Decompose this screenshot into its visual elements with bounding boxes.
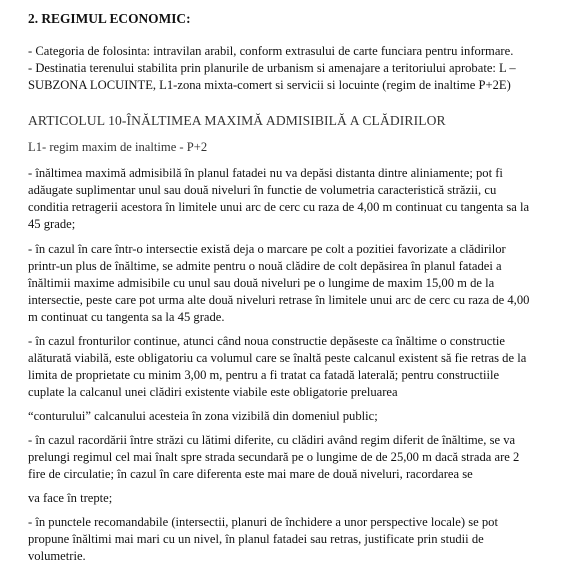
paragraph-line: - în punctele recomandabile (intersectii, planuri de închidere a unor perspective locale) se pot bbox=[28, 515, 498, 529]
paragraph-line: printr-un plus de înăltime, se admite pentru o nouă clădire de colt depăsirea în planul fatadei a bbox=[28, 259, 502, 273]
paragraph-line: va face în trepte; bbox=[28, 491, 113, 505]
paragraph-line: propune înăltimi mai mari cu un nivel, în planul fatadei sau retras, justificate prin studii de bbox=[28, 532, 484, 546]
paragraph-line: fire de circulatie; în cazul în care diferenta este mai mare de două niveluri, racordarea se bbox=[28, 467, 473, 481]
paragraph-line: “conturului” calcanului acesteia în zona vizibilă din domeniul public; bbox=[28, 409, 378, 423]
paragraph-line: volumetrie. bbox=[28, 549, 86, 563]
paragraph-line: alăturată viabilă, este obligatoriu ca volumul care se înaltă peste calcanul existent să fie retras de la bbox=[28, 351, 527, 365]
bullet-destination-cont: SUBZONA LOCUINTE, L1-zona mixta-comert si servicii si locuinte (regim de inaltime P+2E) bbox=[28, 78, 511, 92]
paragraph-line: înăltimii maxime admisibile cu unul sau două niveluri pe o lungime de maxim 15,00 m de la bbox=[28, 276, 495, 290]
bullet-land-use: - Categoria de folosinta: intravilan arabil, conform extrasului de carte funciara pentru informare. bbox=[28, 44, 514, 58]
paragraph-line: prelungi regimul cel mai înalt spre strada secundară pe o lungime de de 25,00 m dacă strada are 2 bbox=[28, 450, 520, 464]
paragraph-line: 45 grade; bbox=[28, 217, 76, 231]
paragraph-line: adăugate suplimentar unul sau două niveluri în functie de volumetria caracteristică străzii, cu bbox=[28, 183, 497, 197]
paragraph-line: intersectie, peste care pot urma alte două niveluri retrase în limitele unui arc de cerc cu raza de 4,00 bbox=[28, 293, 530, 307]
paragraph-line: m continuat cu tangenta sa la 45 grade. bbox=[28, 310, 225, 324]
paragraph-line: - înăltimea maximă admisibilă în planul fatadei nu va depăsi distanta dintre aliniamente; pot fi bbox=[28, 166, 503, 180]
paragraph-line: conditia retragerii acestora în limitele unui arc de cerc cu raza de 4,00 m continuat cu tangenta sa la bbox=[28, 200, 530, 214]
bullet-destination: - Destinatia terenului stabilita prin planurile de urbanism si amenajare a teritoriului aprobate: L – bbox=[28, 61, 516, 75]
paragraph-line: cuplate la calcanul unei clădiri existente viabile este obligatorie preluarea bbox=[28, 385, 398, 399]
article-title: ARTICOLUL 10-ÎNĂLTIMEA MAXIMĂ ADMISIBILĂ A CLĂDIRILOR bbox=[28, 113, 446, 128]
section-heading: 2. REGIMUL ECONOMIC: bbox=[28, 11, 191, 26]
article-subtitle: L1- regim maxim de inaltime - P+2 bbox=[28, 140, 208, 154]
paragraph-line: - în cazul racordării între străzi cu lătimi diferite, cu clădiri având regim diferit de înăltime, se va bbox=[28, 433, 516, 447]
paragraph-line: limita de proprietate cu minim 3,00 m, pentru a fi tratat ca fatadă laterală; pentru constructiile bbox=[28, 368, 500, 382]
paragraph-line: - în cazul în care într-o intersectie există deja o marcare pe colt a pozitiei favorizate a clădirilor bbox=[28, 242, 506, 256]
paragraph-line: - în cazul fronturilor continue, atunci când noua constructie depăseste ca înăltime o constructie bbox=[28, 334, 505, 348]
